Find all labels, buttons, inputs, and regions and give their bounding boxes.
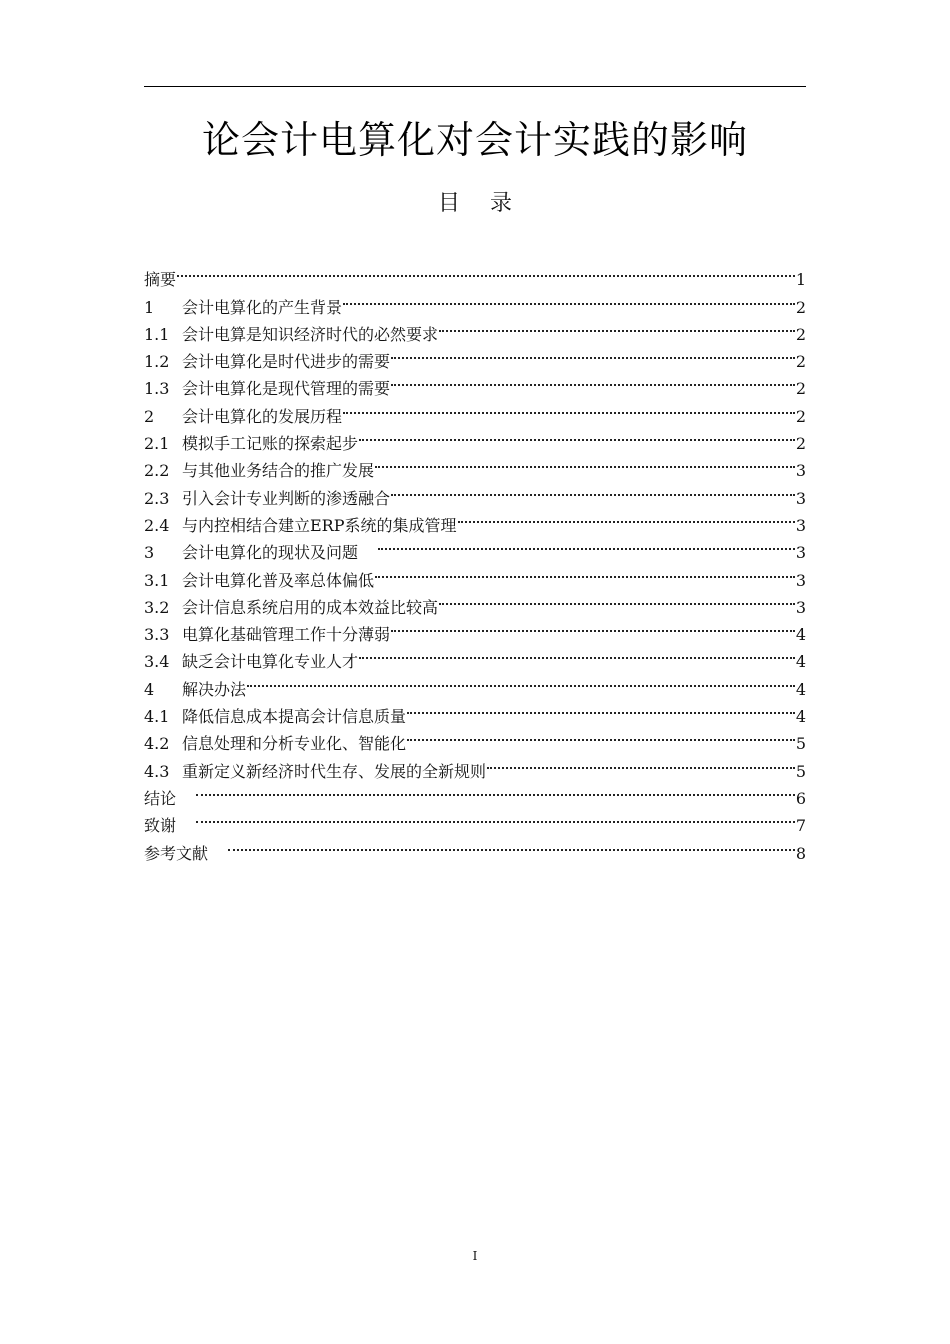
toc-leader-dots (359, 422, 795, 449)
toc-entry-page: 3 (795, 515, 806, 535)
toc-entry-number: 2.4 (144, 515, 170, 535)
toc-leader-dots (391, 476, 795, 503)
toc-entry-number: 4.1 (144, 707, 170, 727)
toc-entry-page: 3 (795, 488, 806, 508)
toc-entry-number: 4.2 (144, 734, 170, 754)
document-title: 论会计电算化对会计实践的影响 (201, 118, 748, 162)
toc-leader-dots (391, 613, 795, 640)
toc-leader-dots (177, 258, 795, 285)
toc-entry-page: 4 (795, 652, 806, 672)
toc-entry-page: 2 (795, 434, 806, 454)
toc-entry-page: 2 (795, 352, 806, 372)
toc-entry-number: 3.4 (144, 652, 170, 672)
toc-entry-page: 2 (795, 379, 806, 399)
toc-entry-label: 电算化基础管理工作十分薄弱 (182, 625, 391, 645)
toc-leader-dots (375, 449, 795, 476)
toc-entry-number: 3 (144, 543, 155, 563)
toc-entry-number: 2.3 (144, 488, 170, 508)
toc-leader-dots (458, 504, 795, 531)
toc-leader-dots (439, 313, 795, 340)
toc-entry-page: 2 (795, 406, 806, 426)
toc-leader-dots (343, 394, 795, 421)
toc-entry-label: 引入会计专业判断的渗透融合 (182, 488, 391, 508)
toc-entry-label: 信息处理和分析专业化、智能化 (182, 734, 407, 754)
toc-heading-char-1: 目 (437, 191, 460, 216)
toc-entry-number: 4.3 (144, 761, 170, 781)
toc-entry-label: 参考文献 (144, 843, 209, 863)
toc-entry-page: 4 (795, 625, 806, 645)
toc-entry-page: 5 (795, 734, 806, 754)
toc-entry-label: 会计电算是知识经济时代的必然要求 (182, 324, 439, 344)
toc-entry-number: 3.2 (144, 597, 170, 617)
toc-entry-label: 与其他业务结合的推广发展 (182, 461, 375, 481)
toc-entry-label: 会计电算化是现代管理的需要 (182, 379, 391, 399)
toc-entry-page: 3 (795, 543, 806, 563)
toc-leader-dots (196, 777, 795, 804)
toc-entry-label: 缺乏会计电算化专业人才 (182, 652, 359, 672)
toc-entry-label: 会计电算化的发展历程 (182, 406, 343, 426)
toc-entry-label: 解决办法 (182, 679, 247, 699)
toc-leader-dots (378, 531, 795, 558)
toc-entry-label: 降低信息成本提高会计信息质量 (182, 707, 407, 727)
toc-entry-label: 会计信息系统启用的成本效益比较高 (182, 597, 439, 617)
toc-entry-label: 会计电算化普及率总体偏低 (182, 570, 375, 590)
toc-leader-dots (343, 285, 795, 312)
toc-entry-page: 4 (795, 679, 806, 699)
toc-heading (144, 188, 806, 220)
toc-entry-acknowledgements[interactable] (144, 804, 806, 836)
toc-entry-number: 2.2 (144, 461, 170, 481)
toc-entry-number: 2 (144, 406, 155, 426)
toc-entry-page: 3 (795, 570, 806, 590)
page-number-footer: I (472, 1249, 478, 1263)
toc-entry-number: 1.2 (144, 352, 170, 372)
table-of-contents (144, 258, 806, 863)
toc-entry-label: 结论 (144, 788, 177, 808)
toc-leader-dots (196, 804, 795, 831)
toc-entry-page: 3 (795, 461, 806, 481)
toc-leader-dots (391, 340, 795, 367)
toc-leader-dots (375, 558, 795, 585)
toc-entry-page: 2 (795, 297, 806, 317)
toc-entry-abstract[interactable] (144, 258, 806, 290)
toc-entry-number: 3.3 (144, 625, 170, 645)
toc-entry-label: 致谢 (144, 816, 177, 836)
toc-entry-page: 7 (795, 816, 806, 836)
toc-entry-number: 1.1 (144, 324, 170, 344)
toc-entry-conclusion[interactable] (144, 777, 806, 808)
toc-entry-page: 4 (795, 707, 806, 727)
toc-entry-label: 与内控相结合建立ERP系统的集成管理 (182, 515, 457, 535)
toc-heading-char-2: 录 (490, 191, 513, 216)
toc-entry-label: 摘要 (144, 270, 177, 290)
toc-entry-number: 1 (144, 297, 155, 317)
toc-entry-label: 会计电算化的现状及问题 (182, 543, 359, 563)
toc-entry-number: 1.3 (144, 379, 170, 399)
toc-entry-page: 8 (795, 843, 806, 863)
toc-entry-page: 5 (795, 761, 806, 781)
toc-leader-dots (407, 722, 795, 749)
toc-leader-dots (487, 749, 795, 776)
toc-entry-page: 6 (795, 788, 806, 808)
toc-entry-references[interactable] (144, 831, 806, 863)
toc-leader-dots (391, 367, 795, 394)
toc-leader-dots (228, 831, 795, 858)
toc-entry-label: 会计电算化是时代进步的需要 (182, 352, 391, 372)
toc-leader-dots (439, 586, 795, 613)
toc-entry-number: 4 (144, 679, 155, 699)
toc-entry-label: 重新定义新经济时代生存、发展的全新规则 (182, 761, 487, 781)
toc-leader-dots (247, 667, 795, 694)
header-rule (144, 86, 806, 87)
toc-entry-label: 会计电算化的产生背景 (182, 297, 343, 317)
toc-entry-number: 2.1 (144, 434, 170, 454)
toc-entry-label: 模拟手工记账的探索起步 (182, 434, 359, 454)
toc-entry-chapter-1[interactable] (144, 285, 806, 317)
toc-entry-page: 3 (795, 597, 806, 617)
toc-entry-page: 1 (795, 270, 806, 290)
toc-entry-page: 2 (795, 324, 806, 344)
toc-entry-number: 3.1 (144, 570, 170, 590)
toc-leader-dots (359, 640, 795, 667)
toc-leader-dots (407, 695, 795, 722)
